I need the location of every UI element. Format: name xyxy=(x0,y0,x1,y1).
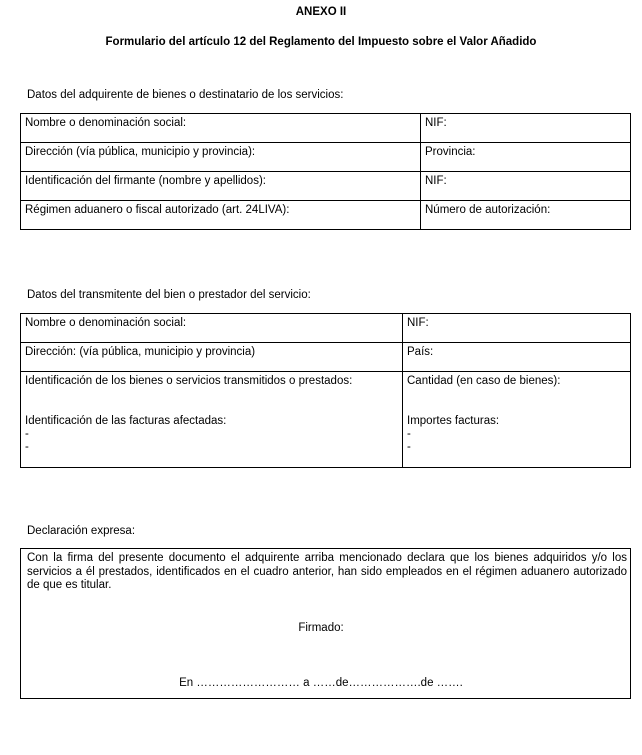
declaration-text: Con la firma del presente documento el adquirente arriba mencionado declara que los bienes adquiridos y/o los servicios a él prestados, identificados en el cuadro anterior, han sido empleados en el régimen aduanero autorizado de que es titular. xyxy=(27,552,627,591)
buyer-data-table xyxy=(20,113,631,230)
table-row xyxy=(21,314,631,343)
signed-label: Firmado: xyxy=(298,622,344,634)
table-row xyxy=(21,172,631,201)
signer-id-field[interactable]: Identificación del firmante (nombre y apellidos): xyxy=(21,172,421,201)
place-date-line[interactable]: En ……………………… a ……de……………….de ……. xyxy=(179,677,463,689)
authorization-number-field[interactable]: Número de autorización: xyxy=(421,201,631,230)
annex-heading: ANEXO II xyxy=(295,6,347,18)
seller-country-field[interactable]: País: xyxy=(403,343,631,372)
seller-section-heading: Datos del transmitente del bien o prestador del servicio: xyxy=(27,289,311,301)
buyer-address-field[interactable]: Dirección (vía pública, municipio y provincia): xyxy=(21,143,421,172)
buyer-province-field[interactable]: Provincia: xyxy=(421,143,631,172)
invoice-dash-2: - xyxy=(25,441,29,453)
quantity-cell[interactable] xyxy=(403,372,631,468)
seller-nif-field[interactable]: NIF: xyxy=(403,314,631,343)
table-row xyxy=(21,343,631,372)
goods-identification-label: Identificación de los bienes o servicios transmitidos o prestados: xyxy=(25,375,353,387)
amount-dash-2: - xyxy=(407,441,411,453)
customs-regime-field[interactable]: Régimen aduanero o fiscal autorizado (art. 24LIVA): xyxy=(21,201,421,230)
table-row xyxy=(21,143,631,172)
invoice-dash-1: - xyxy=(25,428,29,440)
signer-nif-field[interactable]: NIF: xyxy=(421,172,631,201)
invoices-label: Identificación de las facturas afectadas: xyxy=(25,415,227,427)
invoice-amounts-label: Importes facturas: xyxy=(407,415,500,427)
seller-name-field[interactable]: Nombre o denominación social: xyxy=(21,314,403,343)
buyer-nif-field[interactable]: NIF: xyxy=(421,114,631,143)
seller-data-table xyxy=(20,313,631,468)
table-row xyxy=(21,372,631,468)
table-row xyxy=(21,114,631,143)
table-row xyxy=(21,201,631,230)
buyer-section-heading: Datos del adquirente de bienes o destinatario de los servicios: xyxy=(27,89,344,101)
amount-dash-1: - xyxy=(407,428,411,440)
quantity-label: Cantidad (en caso de bienes): xyxy=(407,375,561,387)
seller-address-field[interactable]: Dirección: (vía pública, municipio y provincia) xyxy=(21,343,403,372)
document-title: Formulario del artículo 12 del Reglamento del Impuesto sobre el Valor Añadido xyxy=(105,36,537,48)
buyer-name-field[interactable]: Nombre o denominación social: xyxy=(21,114,421,143)
declaration-heading: Declaración expresa: xyxy=(27,525,136,537)
goods-identification-cell[interactable] xyxy=(21,372,403,468)
